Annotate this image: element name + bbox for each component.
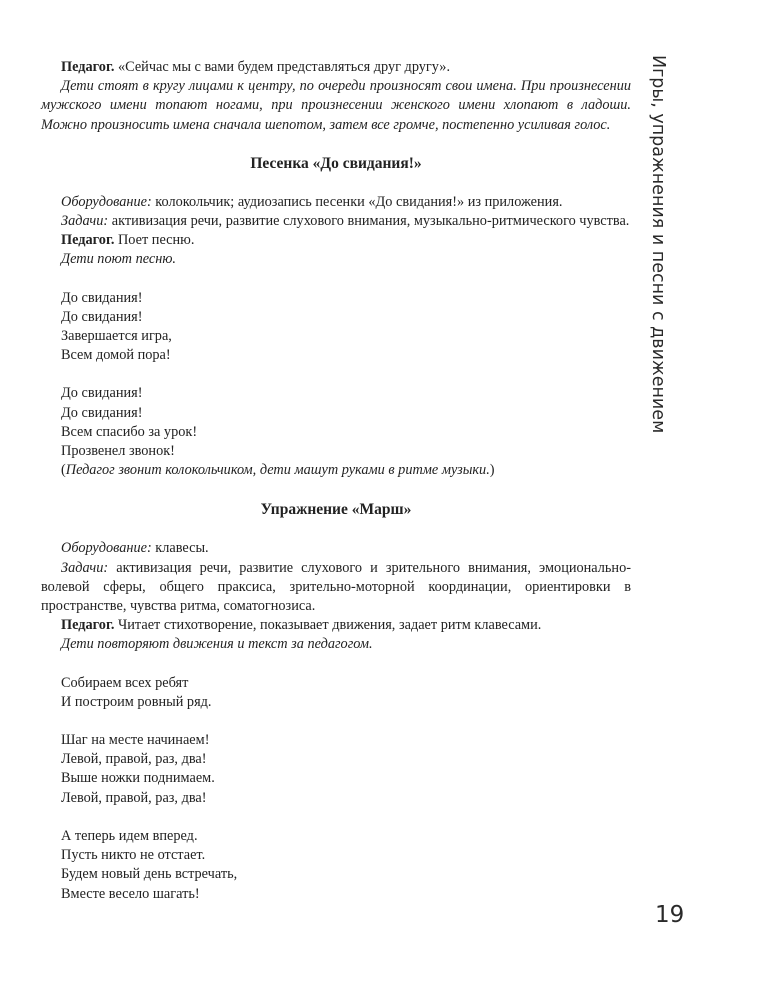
verse-line: Собираем всех ребят xyxy=(61,674,189,691)
song-equipment-text: колокольчик; аудиозапись песенки «До свидания!» из приложения. xyxy=(151,193,563,210)
march-teacher xyxy=(41,616,631,635)
song-stanza-1 xyxy=(41,289,631,366)
verse-line: До свидания! xyxy=(61,404,143,421)
march-tasks xyxy=(41,559,631,617)
intro-speech-text: «Сейчас мы с вами будем представляться друг другу». xyxy=(114,59,451,75)
verse-line: Прозвенел звонок! xyxy=(61,443,175,460)
verse-line: До свидания! xyxy=(61,289,143,306)
march-title: Упражнение «Марш» xyxy=(260,501,412,519)
verse-line: До свидания! xyxy=(61,385,143,402)
verse-line: Всем домой пора! xyxy=(61,347,171,364)
intro-action: Дети стоят в кругу лицами к центру, по очереди произносят свои имена. При произнесении мужского имени топают ногами, при произнесении женского имени хлопают в ладоши. Можно произносить имена сначала шепотом, затем все громче, постепенно усиливая голос. xyxy=(41,78,631,133)
march-equipment-label: Оборудование: xyxy=(61,540,152,557)
verse-line: Левой, правой, раз, два! xyxy=(61,751,207,768)
march-speaker-text: Читает стихотворение, показывает движения, задает ритм клавесами. xyxy=(114,617,542,634)
song-stanza-2 xyxy=(41,384,631,480)
verse-line: Левой, правой, раз, два! xyxy=(61,789,207,806)
note-text: Педагог звонит колокольчиком, дети машут руками в ритме музыки. xyxy=(65,462,490,479)
verse-line: Завершается игра, xyxy=(61,328,172,345)
verse-line: Шаг на месте начинаем! xyxy=(61,732,210,749)
song-title: Песенка «До свидания!» xyxy=(250,154,422,172)
verse-line: А теперь идем вперед. xyxy=(61,827,198,844)
page-number: 19 xyxy=(655,902,685,928)
march-tasks-label: Задачи: xyxy=(61,559,109,576)
intro-speaker: Педагог. xyxy=(61,59,115,75)
verse-line: Будем новый день встречать, xyxy=(61,866,238,883)
march-equipment-text: клавесы. xyxy=(151,540,209,557)
song-note xyxy=(61,461,631,480)
song-equipment xyxy=(41,193,631,212)
song-speaker-text: Поет песню. xyxy=(114,232,195,249)
march-stanza-3 xyxy=(41,827,631,904)
march-action: Дети повторяют движения и текст за педагогом. xyxy=(61,636,373,653)
song-tasks xyxy=(41,212,631,231)
note-close: ) xyxy=(489,462,495,479)
chapter-side-title: Игры, упражнения и песни с движением xyxy=(648,55,668,434)
verse-line: Выше ножки поднимаем. xyxy=(61,770,215,787)
song-teacher xyxy=(41,231,631,250)
march-tasks-text: активизация речи, развитие слухового и зрительного внимания, эмоционально-волевой сферы, общего праксиса, зрительно-моторной координации, ориентировки в пространстве, чувства ритма, соматогнозиса. xyxy=(41,559,631,615)
march-speaker: Педагог. xyxy=(61,617,115,634)
verse-line: До свидания! xyxy=(61,308,143,325)
verse-line: Пусть никто не отстает. xyxy=(61,847,206,864)
song-equipment-label: Оборудование: xyxy=(61,193,152,210)
verse-line: Всем спасибо за урок! xyxy=(61,423,198,440)
song-speaker: Педагог. xyxy=(61,232,115,249)
note-open: ( xyxy=(61,462,66,479)
verse-line: И построим ровный ряд. xyxy=(61,693,212,710)
march-equipment xyxy=(41,539,631,558)
song-tasks-text: активизация речи, развитие слухового внимания, музыкально-ритмического чувства. xyxy=(108,213,630,230)
page-content xyxy=(41,58,631,904)
march-stanza-1 xyxy=(41,674,631,712)
song-tasks-label: Задачи: xyxy=(61,213,109,230)
march-stanza-2 xyxy=(41,731,631,808)
song-action: Дети поют песню. xyxy=(61,251,176,268)
verse-line: Вместе весело шагать! xyxy=(61,885,200,902)
intro-speech xyxy=(41,58,631,77)
